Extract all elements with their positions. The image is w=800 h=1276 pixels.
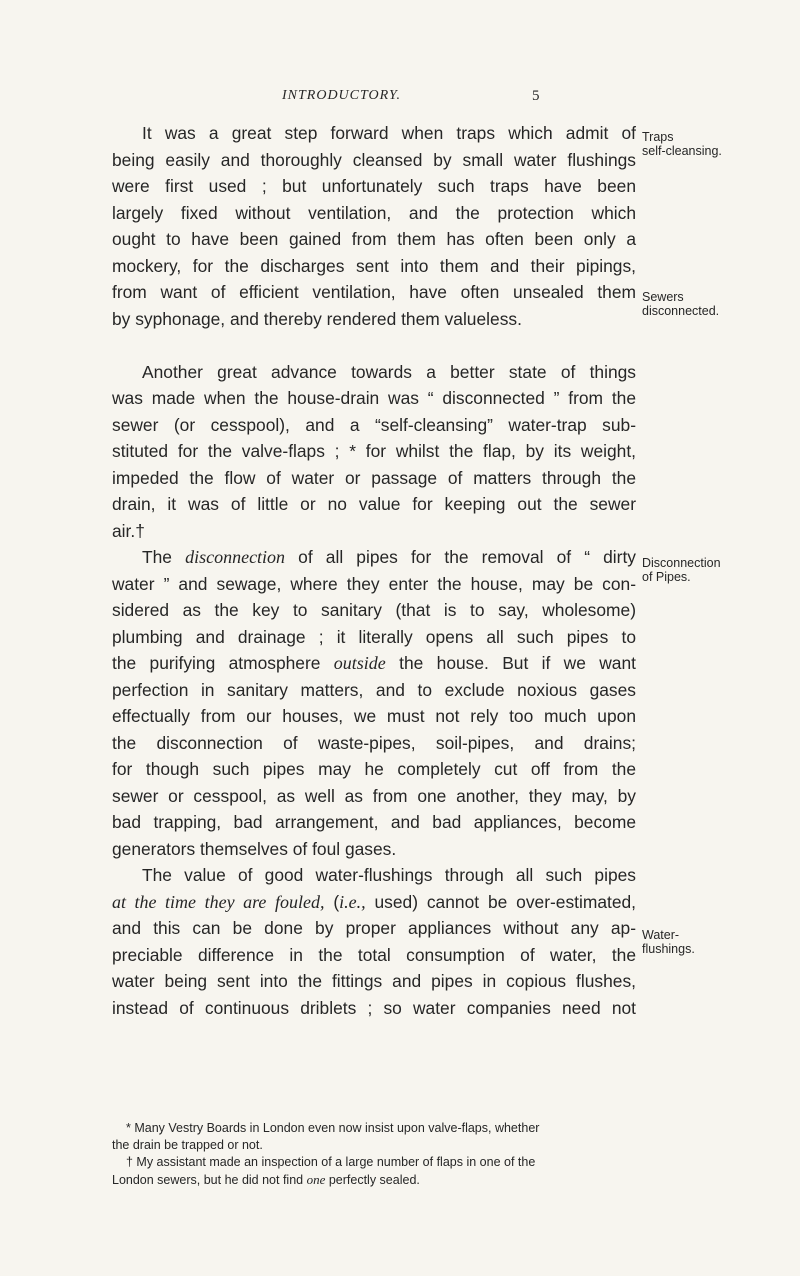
- page-number: 5: [532, 88, 541, 104]
- text-span: of all pipes for the removal of “ dirty: [285, 547, 636, 567]
- running-title: INTRODUCTORY.: [282, 88, 401, 103]
- text-span: (: [324, 891, 340, 912]
- text-span: the house. But if we want: [385, 653, 636, 673]
- text-line: were first used ; but unfortunately such traps have been: [112, 176, 636, 196]
- text-line: sidered as the key to sanitary (that is to say, wholesome): [112, 600, 636, 620]
- text-line: mockery, for the discharges sent into them and their pipings,: [112, 255, 636, 276]
- text-span: the purifying atmosphere: [112, 653, 334, 673]
- side-note: [642, 130, 792, 158]
- text-line: was made when the house-drain was “ disconnected ” from the: [112, 388, 636, 408]
- text-line: sewer (or cesspool), and a “self-cleansing” water-trap sub-: [112, 414, 636, 435]
- italic-text: disconnection: [185, 547, 286, 567]
- text-line: [112, 544, 636, 571]
- side-note: [642, 556, 792, 584]
- text-line: impeded the flow of water or passage of matters through the: [112, 467, 636, 488]
- text-line: [112, 889, 636, 916]
- text-line: sewer or cesspool, as well as from one another, they may, by: [112, 785, 636, 806]
- text-line: water ” and sewage, where they enter the house, may be con-: [112, 573, 636, 594]
- text-line: perfection in sanitary matters, and to exclude noxious gases: [112, 679, 636, 700]
- side-note-line: disconnected.: [642, 304, 720, 318]
- side-note-line: flushings.: [642, 942, 695, 956]
- text-line: [112, 650, 636, 677]
- text-line: ought to have been gained from them has often been only a: [112, 229, 636, 249]
- side-note-line: Water-: [642, 928, 680, 942]
- text-line: stituted for the valve-flaps ; * for whilst the flap, by its weight,: [112, 441, 636, 461]
- side-note: [642, 290, 792, 318]
- text-span: used) cannot be over-estimated,: [365, 891, 636, 912]
- side-note-line: Disconnection: [642, 556, 721, 570]
- footnote-line: [112, 1171, 636, 1189]
- text-line: preciable difference in the total consumption of water, the: [112, 944, 636, 965]
- footnotes: [112, 1120, 636, 1189]
- paragraph: [112, 359, 636, 545]
- paragraph: [112, 862, 636, 1021]
- text-line: largely fixed without ventilation, and the protection which: [112, 202, 636, 223]
- italic-text: i.e.,: [339, 891, 366, 912]
- italic-text: one: [306, 1172, 326, 1187]
- text-line: instead of continuous driblets ; so water companies need not: [112, 997, 636, 1018]
- paragraph: [112, 120, 636, 332]
- side-note-line: self-cleansing.: [642, 144, 722, 158]
- text-line: and this can be done by proper appliances without any ap-: [112, 918, 636, 938]
- text-line: drain, it was of little or no value for keeping out the sewer: [112, 494, 636, 514]
- text-line: for though such pipes may he completely cut off from the: [112, 759, 636, 779]
- text-line: bad trapping, bad arrangement, and bad appliances, become: [112, 812, 636, 832]
- text-line: effectually from our houses, we must not rely too much upon: [112, 706, 636, 726]
- footnote-line: † My assistant made an inspection of a large number of flaps in one of the: [126, 1155, 536, 1169]
- main-text: [112, 120, 636, 1021]
- footnote-line: the drain be trapped or not.: [112, 1138, 263, 1152]
- text-line: It was a great step forward when traps which admit of: [142, 123, 636, 143]
- italic-text: at the time they are fouled,: [112, 891, 325, 912]
- paragraph: [112, 544, 636, 862]
- text-line: water being sent into the fittings and pipes in copious flushes,: [112, 971, 636, 991]
- text-line: the disconnection of waste-pipes, soil-pipes, and drains;: [112, 732, 636, 753]
- italic-text: outside: [333, 653, 386, 673]
- paragraph-gap: [112, 332, 636, 359]
- text-line: by syphonage, and thereby rendered them valueless.: [112, 308, 522, 329]
- text-line: from want of efficient ventilation, have often unsealed them: [112, 282, 636, 302]
- text-span: perfectly sealed.: [325, 1173, 420, 1187]
- side-note: [642, 928, 792, 956]
- text-span: London sewers, but he did not find: [112, 1173, 307, 1187]
- running-header: [282, 88, 682, 104]
- text-span: The: [142, 547, 186, 567]
- text-line: air.†: [112, 520, 145, 541]
- footnote-line: * Many Vestry Boards in London even now insist upon valve-flaps, whether: [126, 1121, 540, 1135]
- text-line: Another great advance towards a better state of things: [142, 361, 636, 382]
- side-note-line: Sewers: [642, 290, 684, 304]
- text-line: being easily and thoroughly cleansed by small water flushings: [112, 149, 636, 170]
- text-line: plumbing and drainage ; it literally opens all such pipes to: [112, 626, 636, 647]
- side-note-line: Traps: [642, 130, 674, 144]
- text-line: generators themselves of foul gases.: [112, 838, 397, 859]
- side-note-line: of Pipes.: [642, 570, 691, 584]
- text-line: The value of good water-flushings through all such pipes: [142, 865, 636, 885]
